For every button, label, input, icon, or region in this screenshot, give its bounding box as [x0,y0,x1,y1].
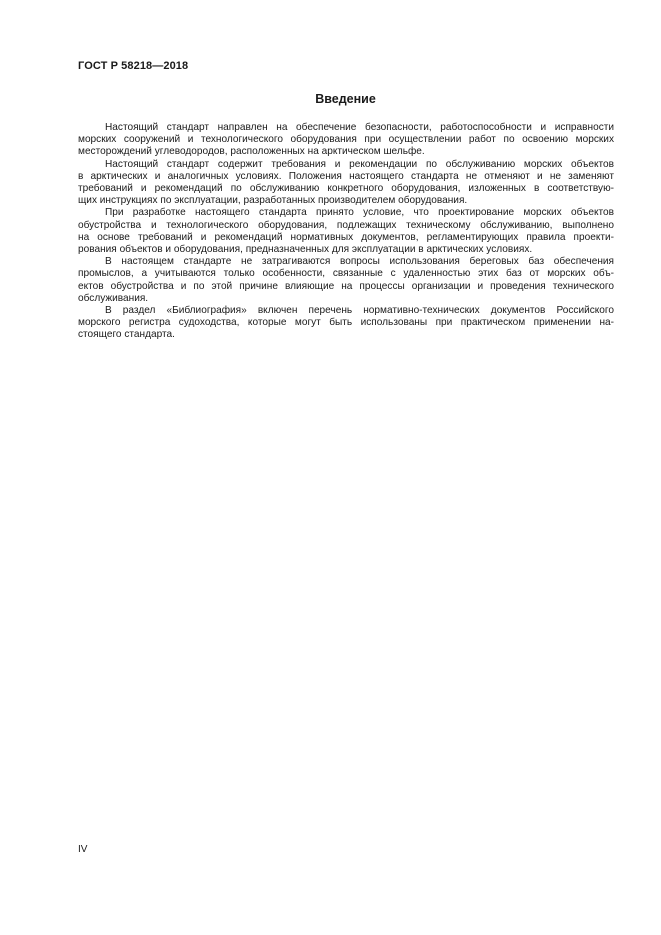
paragraph-line: обслуживания. [78,292,149,304]
paragraph-line: обустройства и технологического оборудования, подлежащих техническому обслуживанию, выполнено [78,219,614,231]
paragraph-3 [78,207,614,256]
document-body [78,122,614,342]
paragraph-line: на основе требований и рекомендаций нормативных документов, регламентирующих правила проекти- [78,231,614,243]
paragraph-line: Настоящий стандарт направлен на обеспечение безопасности, работоспособности и исправности [105,122,614,133]
paragraph-line: При разработке настоящего стандарта принято условие, что проектирование морских объектов [105,207,614,219]
document-header-standard-id: ГОСТ Р 58218—2018 [78,60,189,72]
paragraph-line: требований и рекомендаций по обслуживанию конкретного оборудования, изложенных в соответствую- [78,183,614,195]
paragraph-line: месторождений углеводородов, расположенных на арктическом шельфе. [78,146,425,158]
paragraph-line: В раздел «Библиография» включен перечень нормативно-технических документов Российского [105,305,614,317]
paragraph-line: морского регистра судоходства, которые могут быть использованы при практическом применении на- [78,317,614,329]
page-number: IV [78,844,88,855]
paragraph-line: промыслов, а учитываются только особенности, связанные с удаленностью этих баз от морских объ- [78,268,614,280]
paragraph-line: Настоящий стандарт содержит требования и рекомендации по обслуживанию морских объектов [105,158,614,170]
paragraph-5 [78,305,614,342]
paragraph-line: в арктических и аналогичных условиях. Положения настоящего стандарта не отменяют и не заменяют [78,170,614,182]
section-title: Введение [315,92,376,106]
paragraph-line: морских сооружений и технологического оборудования при осуществлении работ по освоению морских [78,134,614,146]
paragraph-line: ектов обустройства и по этой причине влияющие на процессы организации и проведения технического [78,280,614,292]
paragraph-1 [78,122,614,159]
paragraph-2 [78,159,614,208]
paragraph-line: рования объектов и оборудования, предназначенных для эксплуатации в арктических условиях. [78,244,533,256]
paragraph-4 [78,256,614,305]
paragraph-line: щих инструкциях по эксплуатации, разработанных производителем оборудования. [78,195,468,207]
paragraph-line: В настоящем стандарте не затрагиваются вопросы использования береговых баз обеспечения [105,256,614,268]
paragraph-line: стоящего стандарта. [78,329,175,341]
